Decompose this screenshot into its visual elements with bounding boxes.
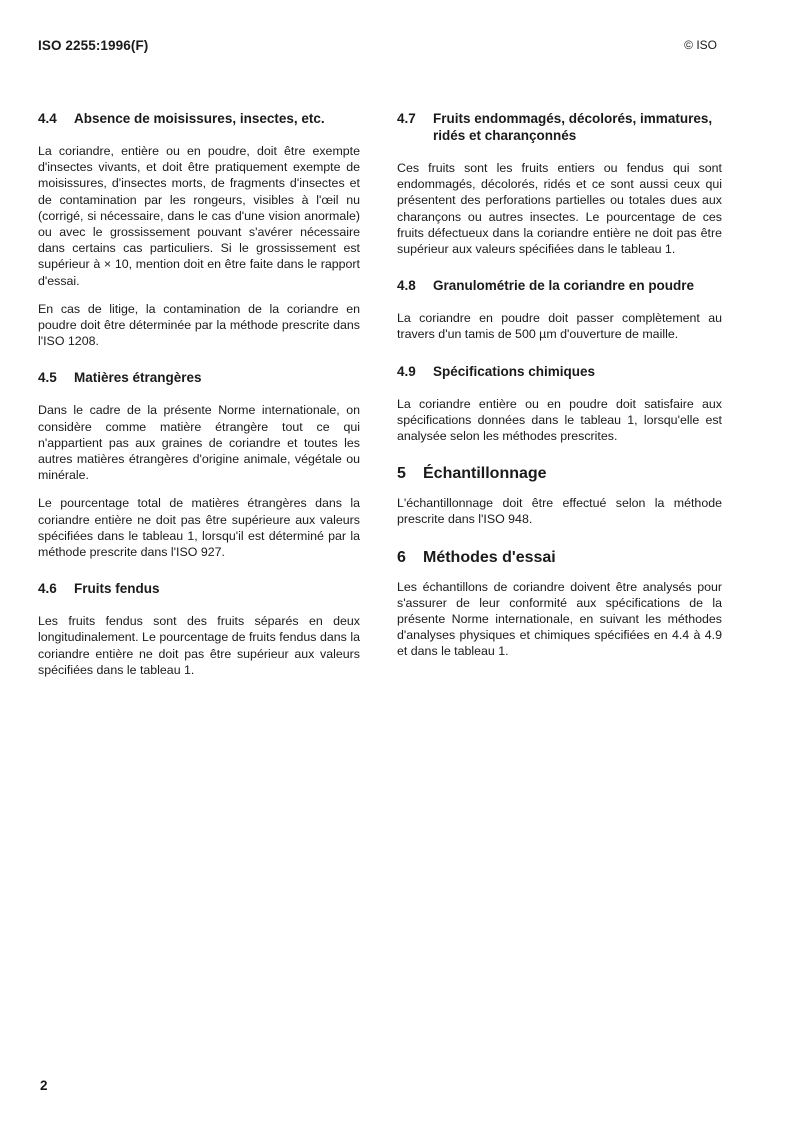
section-number: 6	[397, 548, 406, 566]
section-number: 4.7	[397, 111, 416, 126]
section-heading	[397, 277, 722, 294]
body-paragraph: Dans le cadre de la présente Norme internationale, on considère comme matière étrangère tout ce qui n'appartient pas aux graines de coriandre et toutes les autres matières étrangères d'origine animale, végétale ou minérale.	[38, 403, 360, 483]
section-heading	[38, 580, 360, 597]
section-4-9	[397, 363, 722, 445]
body-paragraph: Les échantillons de coriandre doivent être analysés pour s'assurer de leur conformité aux spécifications de la présente Norme internationale, en suivant les méthodes d'analyses physiques et chimiques spécifiées en 4.4 à 4.9 et dans le tableau 1.	[397, 579, 722, 659]
page-number: 2	[40, 1078, 48, 1093]
section-title: Granulométrie de la coriandre en poudre	[433, 278, 695, 294]
section-heading	[397, 464, 722, 483]
section-heading	[397, 548, 722, 567]
section-5	[397, 464, 722, 527]
section-4-4	[38, 110, 360, 349]
section-title: Méthodes d'essai	[423, 548, 556, 566]
copyright-notice: © ISO	[684, 38, 717, 52]
section-number: 4.6	[38, 581, 57, 597]
section-title: Absence de moisissures, insectes, etc.	[74, 111, 325, 126]
section-number: 4.5	[38, 370, 57, 386]
section-title: Fruits endommagés, décolorés, immatures, ridés et charançonnés	[433, 111, 713, 143]
left-column	[38, 110, 360, 698]
section-heading	[397, 110, 722, 144]
section-4-6	[38, 580, 360, 678]
body-paragraph: Le pourcentage total de matières étrangères dans la coriandre entière ne doit pas être supérieure aux valeurs spécifiées dans le tableau 1, lorsqu'il est déterminé par la méthode prescrite dans l'ISO 927.	[38, 496, 360, 560]
section-heading	[397, 363, 722, 380]
section-number: 4.4	[38, 111, 57, 126]
body-paragraph: La coriandre, entière ou en poudre, doit être exempte d'insectes vivants, et doit être pratiquement exempte de moisissures, d'insectes morts, de fragments d'insectes et de contamination par les rongeurs, visibles à l'œil nu (corrigé, si nécessaire, dans le cas d'une vision anormale) ou avec le grossissement pouvant s'avérer nécessaire dans certains cas particuliers. Si le grossissement est supérieur à × 10, mention doit en être faite dans le rapport d'essai.	[38, 144, 360, 288]
body-paragraph: La coriandre en poudre doit passer complètement au travers d'un tamis de 500 µm d'ouverture de maille.	[397, 311, 722, 342]
right-column	[397, 110, 722, 680]
body-paragraph: Ces fruits sont les fruits entiers ou fendus qui sont endommagés, décolorés, ridés et ce sont aussi ceux qui présentent des perforations partielles ou totales dues aux charançons ou autres insectes. Le pourcentage de ces fruits défectueux dans la coriandre entière ne doit pas être supérieur aux valeurs spécifiées dans le tableau 1.	[397, 161, 722, 257]
document-identifier: ISO 2255:1996(F)	[38, 38, 149, 53]
section-title: Matières étrangères	[74, 370, 202, 386]
section-4-8	[397, 277, 722, 342]
body-paragraph: En cas de litige, la contamination de la coriandre en poudre doit être déterminée par la méthode prescrite dans l'ISO 1208.	[38, 301, 360, 349]
body-paragraph: Les fruits fendus sont des fruits séparés en deux longitudinalement. Le pourcentage de fruits fendus dans la coriandre entière ne doit pas être supérieur aux valeurs spécifiées dans le tableau 1.	[38, 614, 360, 677]
section-heading	[38, 110, 360, 127]
body-paragraph: L'échantillonnage doit être effectué selon la méthode prescrite dans l'ISO 948.	[397, 496, 722, 527]
section-number: 5	[397, 465, 406, 483]
section-6	[397, 548, 722, 660]
section-title: Échantillonnage	[423, 465, 547, 483]
body-paragraph: La coriandre entière ou en poudre doit satisfaire aux spécifications données dans le tableau 1, lorsqu'elle est analysée selon les méthodes prescrites.	[397, 396, 722, 444]
section-number: 4.9	[397, 363, 416, 379]
section-title: Spécifications chimiques	[433, 363, 596, 379]
section-heading	[38, 369, 360, 386]
section-4-7	[397, 110, 722, 257]
section-title: Fruits fendus	[74, 581, 160, 597]
section-4-5	[38, 369, 360, 560]
section-number: 4.8	[397, 278, 416, 294]
